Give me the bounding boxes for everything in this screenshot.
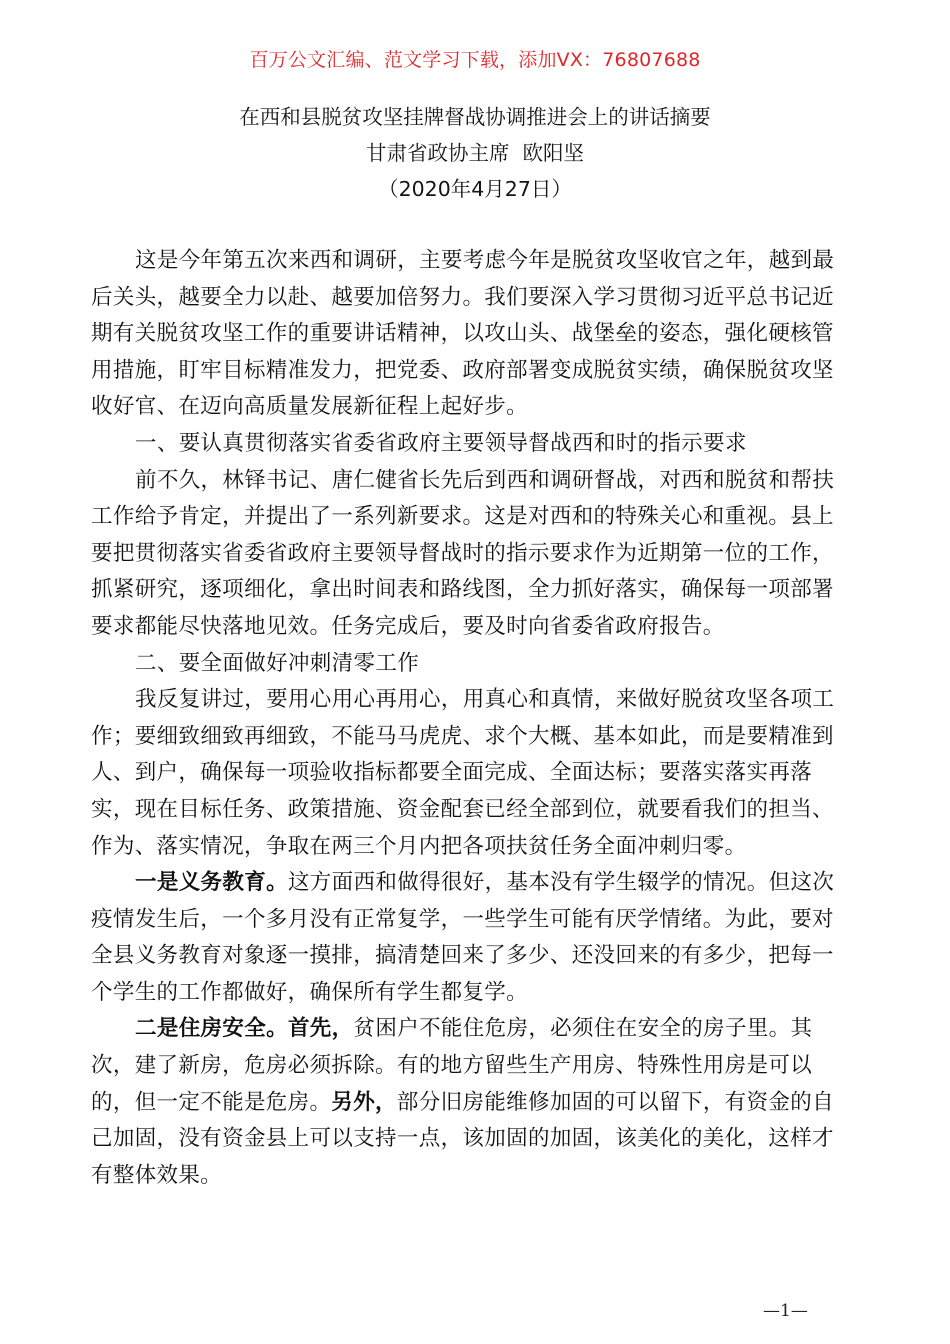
- text-run: 这方面西和做得很好，基本没有学生辍学的情况。但这次: [287, 870, 835, 896]
- text-line: 个学生的工作都做好，确保所有学生都复学。: [91, 979, 529, 1005]
- text-line: 要求都能尽快落地见效。任务完成后，要及时向省委省政府报告。: [91, 613, 725, 639]
- text-line: 疫情发生后，一个多月没有正常复学，一些学生可能有厌学情绪。为此，要对: [91, 906, 834, 932]
- text-line: 期有关脱贫攻坚工作的重要讲话精神，以攻山头、战堡垒的姿态，强化硬核管: [91, 321, 834, 347]
- text-line: [91, 1085, 859, 1122]
- text-run: 的，但一定不能是危房。: [91, 1089, 332, 1115]
- text-line: [91, 865, 859, 902]
- text-line: 这是今年第五次来西和调研，主要考虑今年是脱贫攻坚收官之年，越到最: [135, 248, 835, 273]
- text-line: 前不久，林铎书记、唐仁健省长先后到西和调研督战，对西和脱贫和帮扶: [135, 467, 835, 493]
- bold-lead: 二是住房安全。: [135, 1016, 288, 1042]
- text-line: 抓紧研究，逐项细化，拿出时间表和路线图，全力抓好落实，确保每一项部署: [91, 577, 834, 603]
- page-number: —1—: [763, 1301, 808, 1321]
- bold-lead: 一是义务教育。: [135, 870, 288, 896]
- text-line: 作为、落实情况，争取在两三个月内把各项扶贫任务全面冲刺归零。: [91, 833, 747, 859]
- paragraph-section-1: [91, 463, 859, 646]
- text-line: 有整体效果。: [91, 1162, 223, 1188]
- speaker-line: 甘肃省政协主席 欧阳坚: [365, 141, 585, 165]
- paragraph-housing: [91, 1011, 859, 1194]
- text-line: 后关头，越要全力以赴、越要加倍努力。我们要深入学习贯彻习近平总书记近: [91, 284, 834, 310]
- date-line: （2020年4月27日）: [378, 177, 572, 201]
- text-line: 次，建了新房，危房必须拆除。有的地方留些生产用房、特殊性用房是可以: [91, 1053, 813, 1079]
- paragraph-education: [91, 865, 859, 1011]
- text-line: 我反复讲过，要用心用心再用心，用真心和真情，来做好脱贫攻坚各项工: [135, 687, 835, 713]
- bold-run: 另外，: [331, 1089, 397, 1115]
- section-heading-2: 二、要全面做好冲刺清零工作: [135, 650, 420, 676]
- text-line: 实，现在目标任务、政策措施、资金配套已经全部到位，就要看我们的担当、: [91, 796, 834, 822]
- text-run: 贫困户不能住危房，必须住在安全的房子里。其: [353, 1016, 813, 1042]
- text-line: 全县义务教育对象逐一摸排，搞清楚回来了多少、还没回来的有多少，把每一: [91, 943, 834, 969]
- text-line: [91, 1011, 859, 1048]
- document-body: [91, 243, 859, 1194]
- text-line: 工作给予肯定，并提出了一系列新要求。这是对西和的特殊关心和重视。县上: [91, 504, 834, 530]
- text-line: 用措施，盯牢目标精准发力，把党委、政府部署变成脱贫实绩，确保脱贫攻坚: [91, 357, 834, 383]
- paragraph-section-2: [91, 682, 859, 865]
- document-title: 在西和县脱贫攻坚挂牌督战协调推进会上的讲话摘要: [239, 105, 711, 129]
- text-line: 收好官、在迈向高质量发展新征程上起好步。: [91, 394, 529, 420]
- text-line: 要把贯彻落实省委省政府主要领导督战时的指示要求作为近期第一位的工作，: [91, 540, 834, 566]
- text-line: 作；要细致细致再细致，不能马马虎虎、求个大概、基本如此，而是要精准到: [91, 723, 834, 749]
- paragraph-intro: [91, 243, 859, 426]
- section-heading-1: 一、要认真贯彻落实省委省政府主要领导督战西和时的指示要求: [135, 430, 747, 456]
- text-line: 己加固，没有资金县上可以支持一点，该加固的加固，该美化的美化，这样才: [91, 1126, 834, 1152]
- watermark-banner: 百万公文汇编、范文学习下载，添加VX：76807688: [249, 49, 701, 71]
- bold-run: 首先，: [287, 1016, 354, 1042]
- text-run: 部分旧房能维修加固的可以留下，有资金的自: [396, 1089, 834, 1115]
- text-line: 人、到户，确保每一项验收指标都要全面完成、全面达标；要落实落实再落: [91, 760, 813, 786]
